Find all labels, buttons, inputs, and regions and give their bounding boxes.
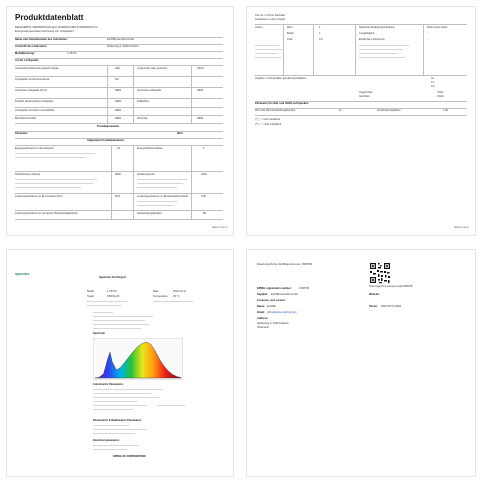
row-label: Dimmbar: (137, 117, 149, 120)
field-value: 25 °C (173, 295, 180, 298)
row-label: Verwendete Beleuchtungstechnologie: (15, 67, 60, 70)
customer-care-label: Customer care service: (257, 299, 286, 302)
type-label: Art der Lichtquelle: (15, 59, 39, 62)
row-value: NDLS (197, 67, 204, 70)
address-value: Sieberweg 4, 6330 Kufstein (107, 45, 139, 48)
param-label: Leistungsaufnahme im Bereitschaftszustand (137, 195, 188, 198)
address-label: Anschrift des Lieferanten: (15, 45, 48, 48)
row-value: NEIN (197, 89, 204, 92)
sub-value: 0,624 (437, 95, 444, 98)
model-label: Modellkennung: (15, 52, 35, 55)
section-params: Produktparameter (97, 125, 120, 128)
field-value: L-15473 (107, 290, 117, 293)
footnote: (**) „-": nicht zutreffend (255, 123, 282, 126)
footer-company: SPROLUX CORPORATION (113, 455, 146, 458)
row-label: Langlebigkeit (359, 32, 375, 35)
row-label: Lichtquelle mit Netzanschluss: (15, 78, 50, 81)
spec-value: 0,7 (431, 81, 435, 84)
top-line: Cos φ1 ≥ 0,9 bei Nennlast (255, 14, 286, 17)
row-value: - (197, 100, 198, 103)
row-value: NEIN (197, 117, 204, 120)
email-label: Email: (257, 311, 265, 314)
name-label: Name: (257, 305, 265, 308)
spectrum-chart (93, 338, 183, 380)
row-label: Außen (255, 26, 263, 29)
led-value: 11 (339, 109, 342, 112)
param-label: Nutzlichtstrom (Φuse) (15, 173, 41, 176)
param-label: Farbtemperatur (137, 173, 155, 176)
row-label: Ungerichtet oder gerichtet: (137, 67, 168, 70)
email-link[interactable]: office@elobe-lighting.com (267, 311, 297, 314)
row-value: NO (115, 78, 119, 81)
address-label: Address: (257, 317, 269, 320)
top-line: Lichtstrom in einem Kegel (255, 18, 285, 21)
eprel-detail-page (246, 249, 476, 477)
led-section: Parameter für LED- und OLED-Lichtquellen: (255, 102, 310, 105)
qr-code-icon (369, 262, 391, 284)
led-label: Wert des R9-Farbwiedergabeindex: (255, 109, 296, 112)
row-value: NEIN (115, 109, 122, 112)
field-label: Model (87, 290, 95, 293)
model-value: L-15473 (67, 52, 77, 55)
company-logo: sprolux (15, 271, 30, 276)
spectrum-report-page (6, 249, 234, 477)
row-value: NEIN (115, 89, 122, 92)
row-label: Erhalt des Lichtstroms (359, 38, 385, 41)
row-label: Blendschutzschild: (15, 117, 37, 120)
datasheet-page-1 (6, 6, 234, 236)
sub-value: 0,634 (437, 91, 444, 94)
spec-value: 0,3 (431, 85, 435, 88)
sub-label: Ungerichtet (359, 91, 373, 94)
spectrum-label: Spectrum (93, 332, 105, 335)
address-line: Sieberweg 4, 6330 Kufstein (257, 322, 289, 325)
param-value: 25,0 (115, 195, 121, 198)
supplier-value: ELOBE Handels GmbH (107, 38, 135, 41)
address-line: Österreich (257, 326, 269, 329)
section-colorimetric: Colorimetric Parameters (93, 383, 124, 386)
row-value: 0,5 (319, 38, 323, 41)
row-value: NEIN (115, 100, 122, 103)
row-value: 1 (319, 26, 321, 29)
row-value: Siehe letzte Seite (427, 26, 448, 29)
detail-header: Detail-Ansicht der Zertifikats-Nummer: 1508708 (257, 263, 312, 266)
row-value: LED (115, 67, 121, 70)
param-value: 24 (117, 147, 120, 150)
page-number: Seite 1 von 2 (211, 226, 227, 229)
spec-value: Ja (431, 77, 434, 80)
intro-line: DELEGIERTE VERORDNUNG (EU) 2019/2015 DER KOMMISSION zur (15, 26, 98, 29)
row-value: 1 (319, 32, 321, 35)
row-label: Farblich abstimmbare Lichtquelle: (15, 100, 54, 103)
field-value: SPROLUX (107, 295, 120, 298)
row-label: Lichtquelle mit hoher Leuchtdichte: (15, 109, 56, 112)
param-label: Leistungsaufnahme im vernetzten Bereitschaftsbetrieb (15, 212, 78, 215)
report-title: Spectrum Test Report (99, 276, 126, 279)
row-key: Wert (287, 26, 293, 29)
field-label: Tester (87, 295, 95, 298)
row-key: Tiefe (287, 38, 293, 41)
supplier-value: ELOBE Handels GmbH (271, 293, 299, 296)
param-value: 2800 (115, 173, 121, 176)
param-value: - (117, 212, 118, 215)
intro-line: Energieverbrauchskennzeichnung von Lichtquellen (15, 30, 74, 33)
field-label: Temperature (153, 295, 168, 298)
section-electrical: Electrical parameters (93, 439, 120, 442)
phone-value: 0043 5372 23000 (381, 305, 402, 308)
phone-label: Phone: (369, 305, 378, 308)
row-label: Vernetzte Lichtquelle: (137, 89, 162, 92)
param-label: Energieeffizienzklasse (137, 147, 163, 150)
param-value: F (203, 147, 205, 150)
row-label: Hüllkolben: (137, 100, 150, 103)
page-title: Produktdatenblatt (15, 13, 84, 22)
col-value: Wert (177, 132, 183, 135)
field-label: Date (153, 290, 159, 293)
eprel-url-link[interactable]: https://eprel.ec.europa.eu/qr/1508708 (369, 285, 413, 288)
website-label: Website: (369, 293, 380, 296)
row-value: - (427, 38, 428, 41)
section-photometric: Photometric & Radiometric Parameters (93, 419, 142, 422)
sub-label: Gerichtet (359, 95, 370, 98)
row-value: NEIN (115, 117, 122, 120)
reg-value: 1508708 (299, 287, 310, 290)
row-label: Spektrale Strahlungsverteilung (359, 26, 395, 29)
led-value: 1,00 (443, 109, 449, 112)
footnote: (*) „-": nicht zutreffend (255, 118, 281, 121)
row-key: Breite (287, 32, 294, 35)
row-label: Vernetzte Lichtquelle (CLS): (15, 89, 48, 92)
section-general: Allgemeine Produktparameter: (87, 139, 125, 142)
param-value: 0,00 (201, 195, 207, 198)
led-label: Verschiebungsfaktor: (377, 109, 402, 112)
name-value: ELOBE (267, 305, 276, 308)
param-label: Leistungsaufnahme im Ein-Zustand (Pon) (15, 195, 63, 198)
param-value: 3000 (201, 173, 207, 176)
spec-label: Angabe zu Lichtquellen gemäß Spezifikation: (255, 77, 307, 80)
supplier-label: Supplier: (257, 293, 269, 296)
row-value: - (427, 32, 428, 35)
param-label: Farbwiedergabeindex (137, 212, 162, 215)
page-number: Seite 2 von 2 (453, 226, 469, 229)
supplier-label: Name oder Handelsmarke des Lieferanten: (15, 38, 68, 41)
param-value: 80 (203, 212, 206, 215)
reg-label: EPREL registration number: (257, 287, 292, 290)
param-label: Energieverbrauch im Ein-Zustand (15, 147, 54, 150)
datasheet-page-2 (246, 6, 476, 236)
field-value: 2022-10-11 (173, 290, 187, 293)
col-param: Parameter (15, 132, 28, 135)
